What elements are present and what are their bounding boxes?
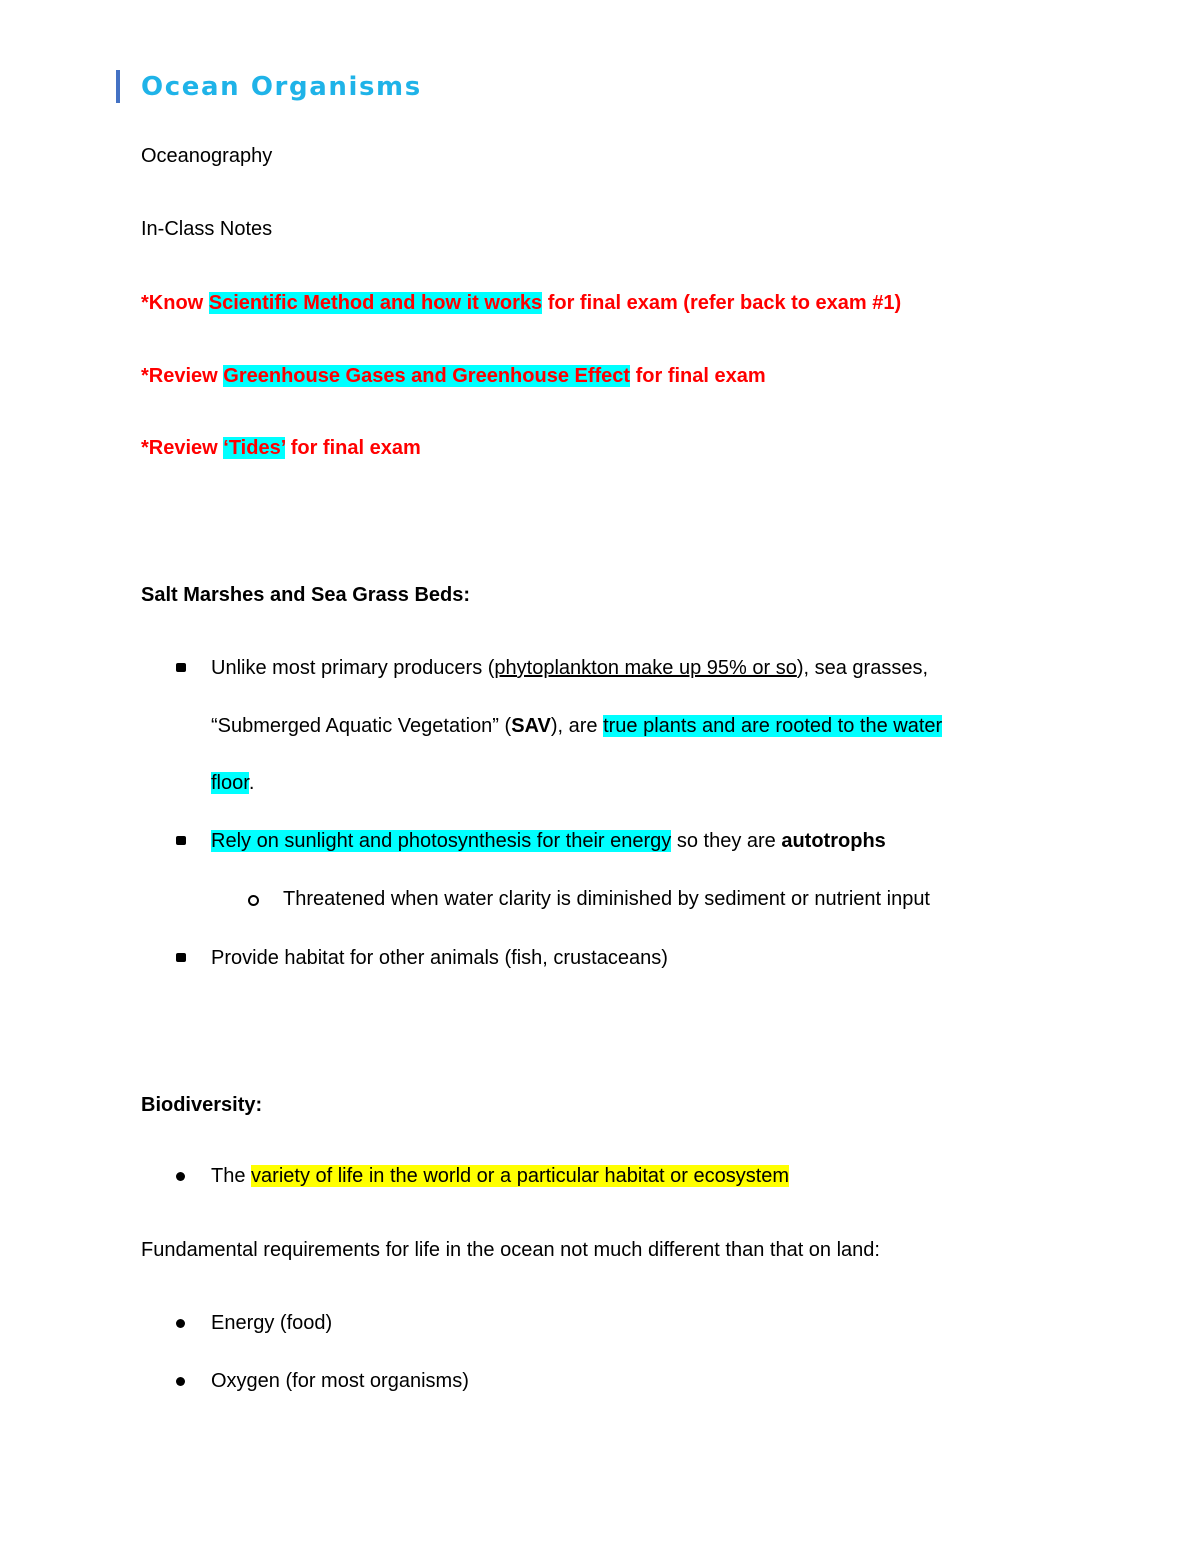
bold-text: SAV — [511, 715, 551, 737]
reminder-suffix: for final exam (refer back to exam #1) — [542, 292, 902, 314]
bullet-icon — [176, 836, 186, 845]
highlighted-text: true plants and are rooted to the water — [603, 715, 943, 737]
reminder-scientific-method — [141, 289, 901, 317]
bullet-text-line — [211, 769, 254, 797]
reminder-suffix: for final exam — [630, 365, 766, 387]
fundamental-requirements-heading: Fundamental requirements for life in the ocean not much different than that on land: — [141, 1239, 880, 1261]
bullet-icon — [176, 663, 186, 672]
bold-text: autotrophs — [781, 830, 886, 852]
bullet-icon — [176, 1172, 185, 1181]
bullet-icon — [176, 1319, 185, 1328]
bullet-text-line: Energy (food) — [211, 1312, 333, 1334]
bullet-icon — [176, 953, 186, 962]
text-run: ), are — [550, 715, 604, 737]
section-heading-biodiversity: Biodiversity: — [141, 1094, 263, 1116]
reminder-greenhouse — [141, 362, 766, 390]
text-run: The — [211, 1165, 252, 1187]
highlighted-text: floor — [211, 772, 249, 794]
text-run: Unlike most primary producers ( — [211, 657, 495, 679]
notes-type-line: In-Class Notes — [141, 218, 273, 240]
text-run: so they are — [671, 830, 782, 852]
bullet-text-line — [211, 827, 886, 855]
document-title: Ocean Organisms — [141, 72, 422, 102]
reminder-highlight: Scientific Method and how it works — [208, 292, 543, 314]
reminder-tides — [141, 434, 421, 462]
text-run: “Submerged Aquatic Vegetation” ( — [211, 715, 512, 737]
title-accent-bar — [116, 70, 120, 103]
highlighted-text: Rely on sunlight and photosynthesis for their energy — [211, 830, 672, 852]
reminder-suffix: for final exam — [285, 437, 421, 459]
subject-line: Oceanography — [141, 145, 273, 167]
sub-bullet-text: Threatened when water clarity is diminished by sediment or nutrient input — [283, 888, 930, 910]
bullet-text-line: Oxygen (for most organisms) — [211, 1370, 469, 1392]
text-run: . — [248, 772, 255, 794]
bullet-icon — [176, 1377, 185, 1386]
reminder-highlight: ‘Tides’ — [223, 437, 286, 459]
reminder-prefix: *Review — [141, 437, 224, 459]
highlighted-text: variety of life in the world or a particular habitat or ecosystem — [251, 1165, 790, 1187]
bullet-text-line — [211, 1162, 789, 1190]
reminder-prefix: *Know — [141, 292, 209, 314]
bullet-text-line — [211, 712, 942, 740]
bullet-text-line — [211, 654, 928, 682]
section-heading-salt-marshes: Salt Marshes and Sea Grass Beds: — [141, 584, 471, 606]
text-run: ), sea grasses, — [796, 657, 929, 679]
reminder-prefix: *Review — [141, 365, 224, 387]
bullet-text-line: Provide habitat for other animals (fish, crustaceans) — [211, 947, 668, 969]
sub-bullet-icon — [248, 895, 259, 906]
reminder-highlight: Greenhouse Gases and Greenhouse Effect — [223, 365, 631, 387]
underlined-text: phytoplankton make up 95% or so — [494, 657, 797, 679]
